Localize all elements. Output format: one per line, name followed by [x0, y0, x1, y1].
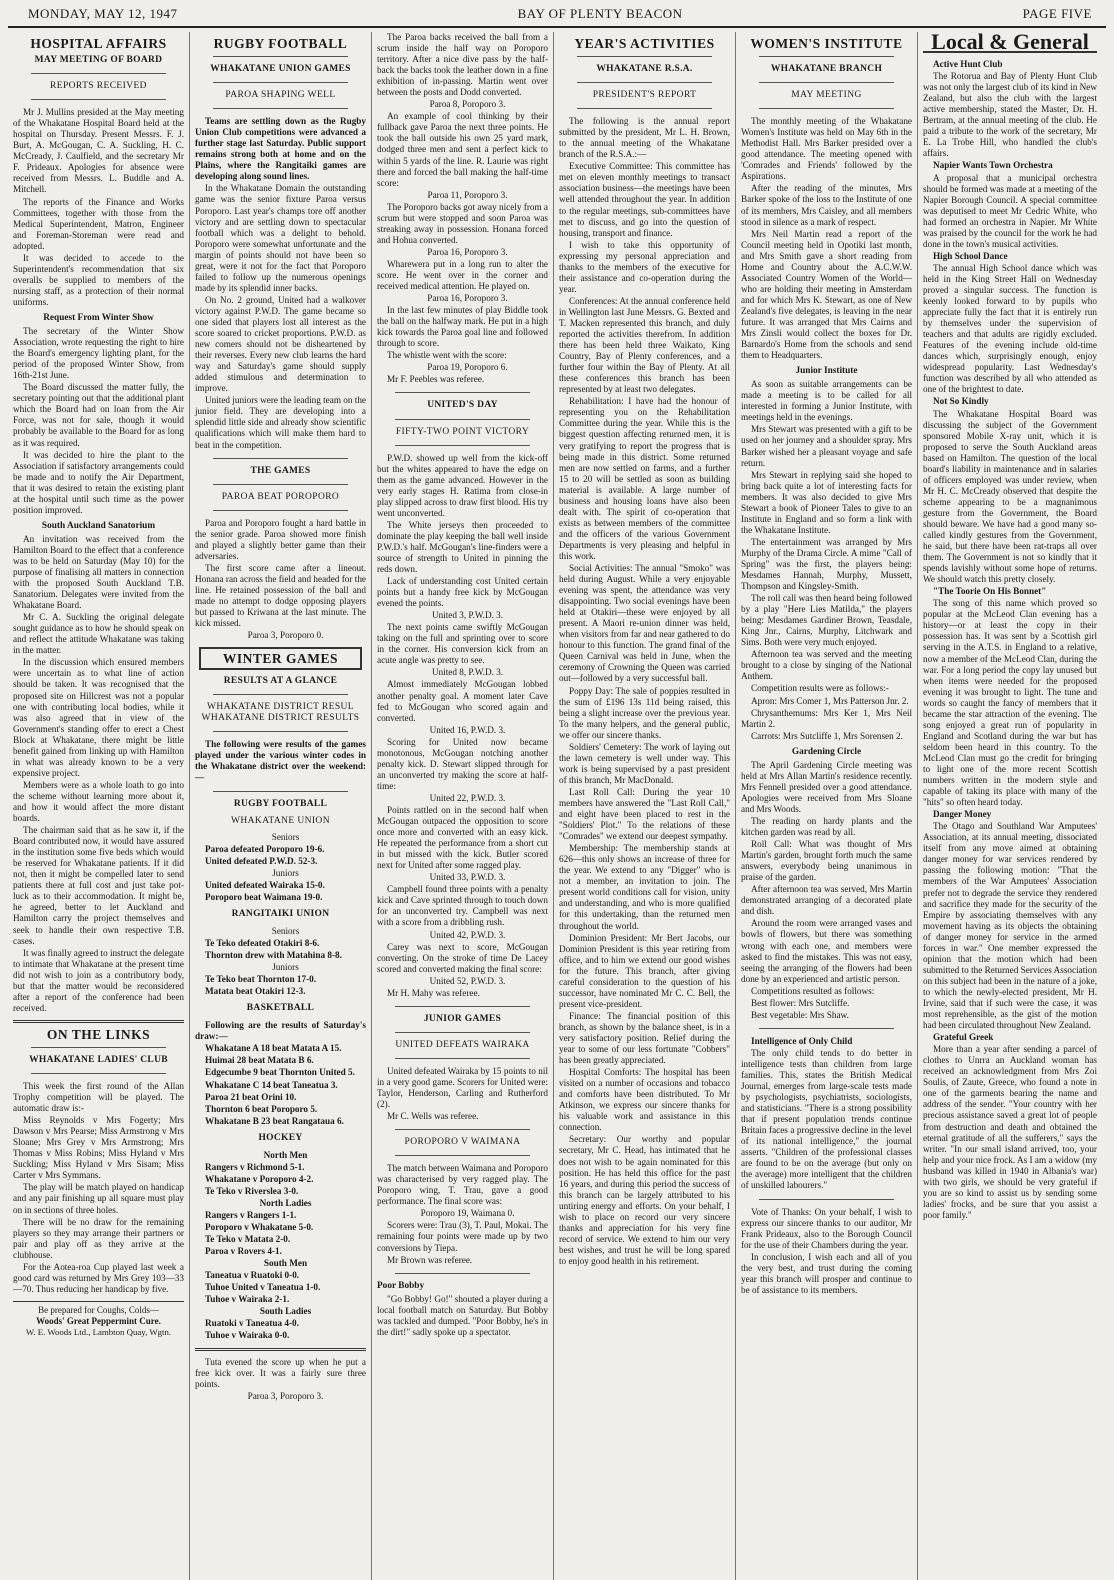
paragraph: Hospital Comforts: The hospital has been visited on a number of occasions and tobacco and comforts have been distributed. To Mr Atkinson, we express our sincere thanks for his valuable work and assistance in this connection.	[559, 1067, 730, 1133]
subheadline: UNITED'S DAY	[427, 400, 498, 411]
result-line: Paroa 21 beat Orini 10.	[205, 1091, 297, 1102]
paragraph: After the reading of the minutes, Mrs Barker spoke of the loss to the Institute of one of its members, Mrs Caisley, and all members stood in silence as a mark of respect.	[741, 183, 912, 227]
paragraph: Competitions resulted as follows:	[751, 985, 875, 996]
subheadline: WHAKATANE UNION GAMES	[210, 64, 351, 75]
subheadline: PAROA SHAPING WELL	[225, 90, 336, 101]
grade-label: South Ladies	[259, 1306, 312, 1317]
paragraph: In the Whakatane Domain the outstanding game was the senior fixture Paroa versus Poroporo. Last year's champs tore off another victory and are settling down to spectacular football which was a delight to behold. Poroporo were somewhat unfortunate and the margin of points should not have been so great, were it not for the fact that Poroporo failed to follow up the numerous openings made by its splendid inner backs.	[195, 183, 366, 293]
divider	[577, 108, 712, 109]
paragraph: Around the room were arranged vases and bowls of flowers, but there was something wrong with each one, and members were asked to find the mistakes. This was not easy, seeing the arranging of the flowers had been done by an experienced and artistic person.	[741, 918, 912, 984]
divider	[31, 1073, 166, 1074]
divider	[395, 1155, 530, 1156]
paragraph: This week the first round of the Allan Trophy competition will be played. The automatic draw is:-	[13, 1080, 184, 1114]
paragraph: Almost immediately McGougan lobbed another penalty goal. A moment later Cave fed to McGougan who scored again and converted.	[377, 679, 548, 723]
paragraph: Vote of Thanks: On your behalf, I wish to express our sincere thanks to our auditor, Mr Frank Prideaux, also to the Borough Council for the use of their Chambers during the year.	[741, 1206, 912, 1250]
result-line: Poroporo beat Waimana 19-0.	[205, 891, 323, 902]
divider	[213, 694, 348, 695]
boxed-headline	[199, 647, 362, 670]
divider	[213, 82, 348, 83]
paragraph: Last Roll Call: During the year 10 members have answered the "Last Roll Call," and eight have been placed to rest in the "Soldiers' Plot." To the relations of these "Comrades" we extend our deepest sympathy.	[559, 786, 730, 842]
score-line: United 33, P.W.D. 3.	[429, 872, 506, 883]
section-head: Intelligence of Only Child	[751, 1035, 853, 1046]
score-line: Poroporo 19, Waimana 0.	[420, 1208, 515, 1219]
result-line: Whakatane v Poroporo 4-2.	[205, 1173, 314, 1184]
grade-label: North Ladies	[259, 1197, 312, 1208]
paragraph: Paroa and Poroporo fought a hard battle in the senior grade. Paroa showed more finish and played a slightly better game than their adversaries.	[195, 517, 366, 561]
paragraph: The White jerseys then proceeded to dominate the play keeping the ball well inside P.W.D.'s half. McGougan's line-finders were a source of strength to United in pinning the reds down.	[377, 519, 548, 575]
result-line: Rangers v Rangers 1-1.	[205, 1209, 297, 1220]
paragraph: The song of this name which proved so popular at the McLeod Clan evening has a history—or at least the copy in their possession has. It was sent by a Scottish girl serving in the A.T.S. in England to a relative, now a member of the McLeod Clan, during the war. For a long period the copy lay unused but when items were needed for the proposed evening it was brought to light. The tune and words so caught the fancy of members that it became the star attraction of the evening. The song enjoyed a great run of popularity in England and Scotland during the war but has seldom been heard in this country. To the McLeod Clan must go the credit for bringing to light one of the more recent Scottish numbers written in the modern style and capable of taking its place with many of the "hits" so often heard today.	[923, 598, 1097, 808]
grade-label: Juniors	[272, 867, 299, 878]
divider	[759, 1199, 894, 1200]
paragraph: Soldiers' Cemetery: The work of laying out the lawn cemetery is well under way. This work is being supervised by a past president of this branch, Mr MacDonald.	[559, 741, 730, 785]
paragraph: The only child tends to do better in intelligence tests than children from large families. This, states the British Medical Journal, emerges from large-scale tests made by psychologists, psychiatrists, sociologists, and statisticians. "There is a strong possibility that if present population trends continue Britain faces a progressive decline in the level of its national intelligence," the journal asserts. "Children of the professional classes are found to be on the average (but only on the average) more intelligent that the children of unskilled labourers."	[741, 1047, 912, 1191]
result-line: Paroa defeated Poroporo 19-6.	[205, 843, 325, 854]
paragraph: The first score came after a lineout. Honana ran across the field and headed for the line. He retained possession of the ball and made no attempt to dodge opposing players but passed to Kriwana at the last minute. The kick missed.	[195, 562, 366, 629]
column-rugby-continued	[372, 32, 554, 1580]
paragraph: Lack of understanding cost United certain points but a handy free kick by McGougan evened the points.	[377, 576, 548, 609]
paragraph: Mr J. Mullins presided at the May meeting of the Whakatane Hospital Board held at the hospital on Thursday. Present Messrs. F. J. Burt, A. McGougan, C. A. Suckling, H. C. McCready, J. Caulfield, and the secretary Mr F. Prideaux. Apologies for absence were received from Messrs. L. Buddle and A. Mitchell.	[13, 107, 184, 195]
result-line: Whakatane B 23 beat Rangataua 6.	[205, 1115, 344, 1126]
ad-line: W. E. Woods Ltd., Lambton Quay, Wgtn.	[25, 1326, 172, 1337]
subheadline: FIFTY-TWO POINT VICTORY	[395, 426, 530, 437]
paragraph: The Otago and Southland War Amputees' Association, at its annual meeting, dissociated itself from any move aimed at obtaining danger money for war services rendered by passing the following motion: "That the members of the War Amputees' Association prefer not to degrade the service they rendered and sacrifice they made for the security of the Empire by associating themselves with any movement having as its objects the obtaining of danger money for service in the armed forces in war." One member expressed the opinion that the motion which had been submitted to the Returned Services Association on this subject had been in the nature of a joke, to which the newly-elected president, Mr H. Irvine, said that if such were the case, it was most reprehensible, as the gist of the motion had been circulated throughout New Zealand.	[923, 821, 1097, 1031]
divider	[213, 731, 348, 732]
paragraph: As soon as suitable arrangements can be made a meeting is to be called for all interested in forming a Junior Institute, with meetings held in the evenings.	[741, 379, 912, 423]
divider	[31, 99, 166, 100]
divider	[213, 484, 348, 485]
subheadline: THE GAMES	[250, 465, 311, 476]
section-head: "The Toorie On His Bonnet"	[933, 586, 1047, 597]
result-line: Ruatoki v Taneatua 4-0.	[205, 1318, 299, 1329]
ad-line: Be prepared for Coughs, Colds—	[38, 1304, 159, 1315]
score-line: United 22, P.W.D. 3.	[429, 792, 506, 803]
divider	[31, 1047, 166, 1048]
paragraph: The reports of the Finance and Works Committees, together with those from the Medical Superintendent, Matron, Engineer and Foreman-Storeman were read and adopted.	[13, 196, 184, 251]
result-line: Whakatane C 14 beat Taneatua 3.	[205, 1079, 338, 1090]
paragraph: Afternoon tea was served and the meeting brought to a close by singing of the National Anthem.	[741, 649, 912, 682]
paragraph: Roll Call: What was thought of Mrs Martin's garden, brought forth much the same answers, everybody being unanimous in praise of the garden.	[741, 839, 912, 883]
score-line: United 16, P.W.D. 3.	[429, 724, 506, 735]
result-line: Te Teko beat Thornton 17-0.	[205, 974, 317, 985]
divider	[213, 56, 348, 57]
subheadline: WHAKATANE DISTRICT RESUL WHAKATANE DISTRICT RESULTS	[201, 702, 360, 724]
paragraph: The monthly meeting of the Whakatane Women's Institute was held on May 6th in the Methodist Hall. Mrs Barker presided over a good attendance. The meeting opened with 'Comrades and Friends' followed by the Aspirations.	[741, 116, 912, 182]
masthead	[8, 6, 1106, 28]
paragraph: The whistle went with the score:	[387, 350, 507, 361]
grade-label: North Men	[263, 1149, 308, 1160]
result-line: Paroa v Rovers 4-1.	[205, 1246, 282, 1257]
paragraph: "Go Bobby! Go!" shouted a player during a local football match on Saturday. But Bobby was tackled and dumped. "Poor Bobby, he's in the dirt!" sadly spoke up a spectator.	[377, 1293, 548, 1337]
paragraph: The secretary of the Winter Show Association, wrote requesting the right to hire the Board's emergency lighting plant, for the period of the proposed Winter Show, from 16th-21st June.	[13, 326, 184, 381]
paragraph: Mr C. A. Suckling the original delegate sought guidance as to how he should speak on and reflect the attitude Whakatane was taking in the matter.	[13, 612, 184, 656]
paragraph: I wish to take this opportunity of expressing my personal appreciation and thanks to the members of the executive for their assistance and co-operation during the year.	[559, 239, 730, 294]
paragraph: For the Aotea-roa Cup played last week a good card was returned by Mrs Grey 103—33—70. Thus reducing her handicap by five.	[13, 1261, 184, 1294]
grade-label: Seniors	[271, 831, 300, 842]
paragraph: Points rattled on in the second half when McGougan outpaced the opposition to score once more and converted with an easy kick. He repeated the performance from a short cut in but missed with the kick. Butler scored next for United after some ragged play.	[377, 805, 548, 871]
paragraph: P.W.D. showed up well from the kick-off but the whites appeared to have the edge on them as the game advanced. However in the very early stages H. Ratima from close-in play slipped across to draw first blood. His try went unconverted.	[377, 452, 548, 518]
section-head: RANGITAIKI UNION	[231, 908, 330, 919]
divider	[395, 1032, 530, 1033]
paragraph: Chrysanthemums: Mrs Ker 1, Mrs Neil Martin 2.	[741, 707, 912, 729]
column-rugby-football	[190, 32, 372, 1580]
paragraph: Mrs Neil Martin read a report of the Council meeting held in Opotiki last month, and Mrs Smith gave a short reading from Home and Country about the A.C.W.W. Associated Country Women of the World—who are holding their meeting in Amsterdam and for which Mrs K. Stewart, as one of New Zealand's five delegates, is leaving in the near future. It was arranged that Mrs Cairns and Mrs Zinsli would collect the boxes for Dr. Barnardo's Home from the schools and send them to Headquarters.	[741, 228, 912, 361]
result-line: Tuhoe United v Taneatua 1-0.	[205, 1282, 321, 1293]
paragraph: Campbell found three points with a penalty kick and Cave sprinted through to touch down for an unconverted try. Campbell was next with a score from a dribbling rush.	[377, 884, 548, 928]
divider	[213, 458, 348, 459]
paragraph: The Paroa backs received the ball from a scrum inside the half way on Poroporo territory. After a nice dive pass by the half-back the backs took the leather down in a fine exhibition of in-passing. Martin went over between the posts and Dodd converted.	[377, 32, 548, 98]
divider	[395, 419, 530, 420]
paragraph: The chairman said that as he saw it, if the Board contributed now, it would have assured in the institution some five beds which would be reserved for Whakatane patients. If it did not, then it might be compelled later to send patients there at full cost and just take pot-luck as to their accommodation. It might be, he agreed, better to let Auckland and Hamilton carry the project themselves and seek to handle their own respective T.B. cases.	[13, 825, 184, 946]
result-line: Tuhoe v Wairaka 2-1.	[205, 1294, 290, 1305]
subheadline: RESULTS AT A GLANCE	[223, 676, 338, 687]
divider	[395, 1129, 530, 1130]
headline: YEAR'S ACTIVITIES	[574, 36, 715, 51]
score-line: Paroa 3, Poroporo 0.	[247, 630, 324, 641]
result-line: United defeated P.W.D. 52-3.	[205, 855, 318, 866]
divider	[759, 108, 894, 109]
score-line: Paroa 8, Poroporo 3.	[429, 99, 506, 110]
paragraph: An invitation was received from the Hamilton Board to the effect that a conference was to be held on Saturday (May 10) for the purpose of finalising all matters in connection with the proposed South Auckland T.B. Sanatorium. Delegates were invited from the Whakatane Board.	[13, 533, 184, 611]
masthead-page: PAGE FIVE	[1022, 6, 1092, 21]
divider	[395, 445, 530, 446]
divider	[759, 1028, 894, 1029]
section-head: Active Hunt Club	[933, 59, 1003, 70]
headline: ON THE LINKS	[46, 1026, 151, 1042]
result-line: Taneatua v Ruatoki 0-0.	[205, 1270, 300, 1281]
score-line: United 8, P.W.D. 3.	[431, 667, 504, 678]
paragraph: It was decided to hire the plant to the Association if satisfactory arrangements could be made and to notify the Air Department, that it was desired to retain the existing plant at the hospital until such time as the power position improved.	[13, 449, 184, 515]
paragraph: Wharewera put in a long run to alter the score. He went over in the corner and received medical attention. He played on.	[377, 258, 548, 292]
section-head: Junior Institute	[795, 366, 858, 377]
paragraph: The reading on hardy plants and the kitchen garden was read by all.	[741, 816, 912, 838]
column-womens-institute	[736, 32, 918, 1580]
score-line: United 52, P.W.D. 3.	[429, 975, 506, 986]
paragraph: The match between Waimana and Poroporo was characterised by very ragged play. The Poroporo wing, T. Trau, gave a good performance. The final score was:	[377, 1163, 548, 1207]
divider	[213, 108, 348, 109]
score-line: Paroa 19, Poroporo 6.	[427, 362, 508, 373]
section-head: HOCKEY	[258, 1132, 303, 1143]
subheadline: MAY MEETING	[791, 90, 862, 101]
paragraph: It was decided to accede to the Superintendent's recommendation that six overalls be supplied to members of the nursing staff, as a protection of their normal uniforms.	[13, 252, 184, 307]
score-line: United 42, P.W.D. 3.	[429, 929, 506, 940]
divider	[577, 56, 712, 57]
column-local-general	[918, 32, 1102, 1580]
paragraph: Mr H. Mahy was referee.	[387, 987, 480, 998]
paragraph: The following is the annual report submitted by the president, Mr L. H. Brown, to the annual meeting of the Whakatane branch of the R.S.A.:—	[559, 116, 730, 160]
section-head: Danger Money	[933, 809, 992, 820]
paragraph: There will be no draw for the remaining players so they may arrange their partners or pair and play off as they arrive at the clubhouse.	[13, 1216, 184, 1260]
paragraph: The Board discussed the matter fully, the secretary pointing out that the additional plant which the Board had on loan from the Air Force, was not for sale, though it would probably be available to the Board for as long as it was required.	[13, 382, 184, 448]
score-line: Paroa 11, Poroporo 3.	[427, 189, 508, 200]
result-line: Thornton 6 beat Poroporo 5.	[205, 1103, 318, 1114]
paragraph: The roll call was then heard being followed by a play "Here Lies Matilda," the players being: Mesdames Gardiner Brown, Teasdale, King Jnr., Cairns, Murphy, Litchwark and Sims. Both were very much enjoyed.	[741, 593, 912, 648]
column-hospital-affairs	[8, 32, 190, 1580]
paragraph: On No. 2 ground, United had a walkover victory against P.W.D. The game became so one sided that players lost all interest as the score soared to cricket proportions. P.W.D. as new comers should not be disheartened by their reverses. Every new club learns the hard way and Saturday's game should supply added stimulous and determination to improve.	[195, 294, 366, 394]
paragraph: The Poroporo backs got away nicely from a scrum but were stopped and soon Paroa was streaking away in possession. Honana forced and Hohua converted.	[377, 201, 548, 245]
divider	[213, 791, 348, 792]
paragraph: United defeated Wairaka by 15 points to nil in a very good game. Scorers for United were: Taylor, Henderson, Carling and Rutherford (2).	[377, 1065, 548, 1110]
paragraph: Members were as a whole loath to go into the scheme without learning more about it, and how it would affect the more distant boards.	[13, 779, 184, 824]
divider	[31, 73, 166, 74]
section-head: Grateful Greek	[933, 1032, 994, 1043]
paragraph: Carrots: Mrs Sutcliffe 1, Mrs Sorensen 2.	[751, 730, 903, 741]
masthead-paper: BAY OF PLENTY BEACON	[517, 6, 683, 21]
subheadline: WHAKATANE BRANCH	[770, 64, 883, 75]
result-line: Rangers v Richmond 5-1.	[205, 1161, 305, 1172]
grade-label: South Men	[263, 1258, 308, 1269]
divider	[577, 82, 712, 83]
paragraph: Apron: Mrs Comer 1, Mrs Patterson Jnr. 2.	[751, 695, 909, 706]
paragraph: Mr F. Peebles was referee.	[387, 374, 485, 385]
section-head: BASKETBALL	[246, 1003, 315, 1014]
paragraph: The April Gardening Circle meeting was held at Mrs Allan Martin's residence recently. Mrs Fennell presided over a good attendance. Apologies were received from Mrs Sloane and Mrs Woods.	[741, 759, 912, 814]
headline: HOSPITAL AFFAIRS	[30, 36, 167, 51]
paragraph: It was finally agreed to instruct the delegate to intimate that Whakatane at the present time did not wish to join as a contributory body, but that the matter would be reconsidered after a report of the conference had been received.	[13, 947, 184, 1013]
subheadline: WHAKATANE R.S.A.	[596, 64, 693, 75]
divider	[213, 510, 348, 511]
paragraph: Carey was next to score, McGougan converting. On the stroke of time De Lacey scored and converted making the final score:	[377, 941, 548, 974]
paragraph: Teams are settling down as the Rugby Union Club competitions were advanced a further stage last Saturday. Public support remains strong both at home and on the Plains, where the Rangitaiki games are developing along sound lines.	[195, 116, 366, 182]
paragraph: Mr Brown was referee.	[387, 1254, 473, 1265]
divider	[759, 56, 894, 57]
paragraph: Scoring for United now became monotonous, McGougan notching another penalty kick. D. Stewart slipped through for an unconverted try making the score at half-time:	[377, 736, 548, 791]
paragraph: Executive Committee: This committee has met on eleven monthly meetings to transact association business—the meetings have been well attended throughout the year. In addition to the regular meetings, sub-committees have met to discuss, and go into the question of housing, transport and finance.	[559, 161, 730, 238]
score-line: Paroa 3, Poroporo 3.	[247, 1390, 324, 1401]
paragraph: An example of cool thinking by their fullback gave Paroa the next three points. He took the ball outside his own 25 yard mark, dodged three men and sent a perfect kick to within 5 yards of the line. R. Laurie was right there and forced the ball making the half-time score:	[377, 111, 548, 188]
paragraph: Membership: The membership stands at 626—this only shows an increase of three for the year. We extend to any "Digger" who is not a member, an invitation to join. The present world conditions call for vision, unity and understanding, and who is more qualified for this undertaking, than the returned men throughout the world.	[559, 843, 730, 931]
subheadline: WHAKATANE LADIES' CLUB	[29, 1054, 168, 1065]
paragraph: Mrs Stewart in replying said she hoped to bring back quite a lot of interesting facts for members. It was also decided to give Mrs Stewart a book of Pioneer Tales to give to an Institute in England and so form a link with the Whakatane Institute.	[741, 469, 912, 535]
paragraph: The annual High School dance which was held in the King Street Hall on Wednesday proved a singular success. The function is keenly looked forward to by pupils who appreciate fully the fact that it is entirely run by themselves under the supervision of teachers and that adults are rigidly excluded. Features of the evening include old-time dances which, surprisingly enough, enjoy widespread popularity. Last Wednesday's function was described by all who attended as one of the brightest to date.	[923, 262, 1097, 395]
paragraph: Best vegetable: Mrs Shaw.	[751, 1009, 849, 1020]
paragraph: The next points came swiftly McGougan taking on the full and sprinting over to score in the corner. His conversion kick from an acute angle was pretty to see.	[377, 622, 548, 666]
subheadline: PAROA BEAT POROPORO	[221, 491, 340, 502]
section-head: High School Dance	[933, 250, 1008, 261]
result-line: United defeated Wairaka 15-0.	[205, 879, 325, 890]
score-line: Paroa 16, Poroporo 3.	[427, 293, 508, 304]
paragraph: Mrs Stewart was presented with a gift to be used on her journey and a shoulder spray. Mrs Barker wished her a pleasant voyage and safe return.	[741, 424, 912, 468]
subheadline: REPORTS RECEIVED	[50, 81, 147, 92]
result-line: Huimai 28 beat Matata B 6.	[205, 1055, 314, 1066]
result-line: Te Teko v Matata 2-0.	[205, 1234, 291, 1245]
divider	[395, 1273, 530, 1274]
score-line: United 3, P.W.D. 3.	[431, 610, 504, 621]
headline: Local & General	[923, 36, 1097, 53]
result-line: Edgecumbe 9 beat Thornton United 5.	[205, 1067, 355, 1078]
section-head: WHAKATANE UNION	[231, 815, 330, 826]
section-head: South Auckland Sanatorium	[41, 520, 156, 531]
result-line: Poroporo v Whakatane 5-0.	[205, 1222, 314, 1233]
result-line: Tuhoe v Wairaka 0-0.	[205, 1330, 290, 1341]
subheadline: JUNIOR GAMES	[423, 1013, 502, 1024]
result-line: Te Teko defeated Otakiri 8-6.	[205, 938, 320, 948]
divider	[195, 1348, 366, 1351]
paragraph: The Whakatane Hospital Board was discussing the subject of the Government sponsored Mobile X-ray unit, which it is proposed to serve the South Auckland areas based on Hamilton. The question of the local board's liability in maintenance and in salaries of officers employed was under review, when Mr H. C. McCready observed that despite the scheme appearing to be a magnanimous gesture from the Government, the Board should beware. We have had a good many so-called kindly gestures from the Government, he said, but there have been rat-traps all over them. The Government is not so kindly that it spends lavishly without some hope of returns. We should watch this pretty closely.	[923, 408, 1097, 585]
grade-label: Seniors	[271, 925, 300, 936]
section-head: Poor Bobby	[377, 1280, 425, 1291]
paragraph: Best flower: Mrs Sutcliffe.	[751, 997, 850, 1008]
paragraph: Rehabilitation: I have had the honour of representing you on the Rehabilitation Committee during the year. While this is the biggest question affecting returned men, it is very gratifying to report the progress that is being made in this district. Some returned men are now settled on farms, and a further 15 to 20 will be settled as soon as building material is available. A large number of business and housing loans have also been dealt with. The spirit of co-operation that exists as between members of the committee and the officers of the various Government Departments is very pleasing and helpful in this work.	[559, 396, 730, 561]
result-line: Thornton drew with Matahina 8-8.	[205, 950, 342, 961]
headline: WOMEN'S INSTITUTE	[750, 36, 903, 51]
paragraph: The play will be match played on handicap and any pair finishing up all square must play on in sections of three holes.	[13, 1182, 184, 1215]
paragraph: Poppy Day: The sale of poppies resulted in the sum of £196 13s 11d being raised, this being a slight increase over the previous year. To the many helpers, and the general public, we offer our sincere thanks.	[559, 685, 730, 740]
divider	[13, 1020, 184, 1023]
paragraph: The following were results of the games played under the various winter codes in the Whakatane district over the weekend:—	[195, 739, 366, 783]
result-line: Whakatane A 18 beat Matata A 15.	[205, 1043, 342, 1054]
paragraph: Mr C. Wells was referee.	[387, 1111, 479, 1122]
advertisement	[13, 1301, 184, 1338]
paragraph: Competition results were as follows:-	[751, 683, 889, 694]
paragraph: The Rotorua and Bay of Plenty Hunt Club was not only the largest club of its kind in New Zealand, but also the club with the largest active membership, stated the Master, Dr. H. Bertram, at the annual meeting of the club. He paid a tribute to the work of the secretary, Mr E. La Trobe Hill, who handled the club's affairs.	[923, 71, 1097, 159]
divider	[395, 392, 530, 393]
column-rsa-report	[554, 32, 736, 1580]
section-head: Gardening Circle	[791, 746, 862, 757]
section-head: Request From Winter Show	[43, 312, 154, 323]
divider	[395, 1006, 530, 1007]
ad-line: Woods' Great Peppermint Cure.	[36, 1315, 161, 1326]
subheadline: POROPORO V WAIMANA	[404, 1137, 521, 1148]
paragraph: Dominion President: Mr Bert Jacobs, our Dominion President is this year retiring from office, and to him we extend our good wishes for the future. This branch, after giving careful consideration to the question of his successor, have nominated Mr C. C. Bell, the present vice-president.	[559, 932, 730, 1009]
result-line: Te Teko v Riverslea 3-0.	[205, 1185, 299, 1196]
masthead-date: MONDAY, MAY 12, 1947	[28, 6, 178, 21]
section-head: Not So Kindly	[933, 396, 989, 407]
paragraph: After afternoon tea was served, Mrs Martin demonstrated arranging of a decorated plate and dish.	[741, 884, 912, 917]
headline: WINTER GAMES	[222, 651, 339, 667]
paragraph: A proposal that a municipal orchestra should be formed was made at a meeting of the Napier Borough Council. A special committee was deputised to meet Mr Cedric White, who had formed an orchestra in Napier. Mr White was praised by the council for the work he had done in the town's musical activities.	[923, 172, 1097, 249]
paragraph: Following are the results of Saturday's draw:—	[195, 1020, 366, 1042]
section-head: Napier Wants Town Orchestra	[933, 160, 1053, 171]
divider	[759, 82, 894, 83]
paragraph: Scorers were: Trau (3), T. Paul, Mokai. The remaining four points were made up by two conversions by Tiepa.	[377, 1220, 548, 1253]
paragraph: Tuta evened the score up when he put a free kick over. It was a fairly sure three points.	[195, 1356, 366, 1389]
result-line: Matata beat Otakiri 12-3.	[205, 986, 306, 997]
paragraph: In conclusion, I wish each and all of you the very best, and trust during the coming year this branch will prosper and continue to be of assistance to its members.	[741, 1251, 912, 1295]
paragraph: Conferences: At the annual conference held in Wellington last June Messrs. G. Bexted and T. Macken represented this branch, and duly reported the activities therefrom. In addition there has been held three Waikato, King Country, Bay of Plenty conferences, and a further four within the Bay of Plenty. At all these conferences this branch has been represented by at least two delegates.	[559, 295, 730, 395]
paragraph: In the last few minutes of play Biddle took the ball on the halfway mark. He put in a high kick towards the Paroa goal line and followed through to score.	[377, 305, 548, 349]
paragraph: In the discussion which ensured members were uncertain as to what line of action should be taken. It was recognised that the proposed site on Hillcrest was not a popular one with contributing local bodies, while it was also agreed that in view of the Government's standing offer to erect a Chest Block at Whakatane, there might be little benefit gained from linking up with Hamilton in what was already known to be a very expensive project.	[13, 657, 184, 778]
paragraph: Miss Reynolds v Mrs Fogerty; Mrs Dawson v Mrs Pearse; Miss Armstrong v Mrs Sloane; Mrs Grey v Mrs Armstrong; Mrs Thomas v Miss Robins; Miss Hyland v Mrs Suckling; Miss Hyland v Mrs Sisam; Miss Carter v Mrs Symmans.	[13, 1115, 184, 1181]
divider	[395, 1058, 530, 1059]
paragraph: United juniors were the leading team on the junior field. They are developing into a splendid little side and already show scientific qualifications which will make them hard to beat in the competition.	[195, 395, 366, 450]
paragraph: The entertainment was arranged by Mrs Murphy of the Drama Circle. A mime "Call of Spring" was the first, the players being: Mesdames Hannah, Murphy, Mussett, Thompson and Kingsley-Smith.	[741, 536, 912, 592]
score-line: Paroa 16, Poroporo 3.	[427, 246, 508, 257]
subheadline: MAY MEETING OF BOARD	[34, 55, 163, 66]
paragraph: Social Activities: The annual "Smoko" was held during August. While a very enjoyable evening was spent, the attendance was very disappointing. Two social evenings have been held at Otakiri—these were enjoyed by all present. A Maori re-union dinner was held, when visitors from far and near gathered to do honour to this function. The grand final of the Queen Carnival was held in June, when the ceremony of Crowning the Queen was carried out—followed by a very successful ball.	[559, 563, 730, 684]
headline: RUGBY FOOTBALL	[213, 36, 348, 51]
subheadline: UNITED DEFEATS WAIRAKA	[395, 1039, 530, 1050]
paragraph: Finance: The financial position of this branch, as shown by the balance sheet, is in a very satisfactory position. Relief during the year to some of our less fortunate "Cobbers" has been greatly appreciated.	[559, 1010, 730, 1066]
paragraph: Secretary: Our worthy and popular secretary, Mr C. Head, has intimated that he does not wish to be again nominated for this position. He has held this office for the past 16 years, and during this period the success of this branch can be largely attributed to his untiring energy and efforts. On your behalf, I wish to place on record our very sincere thanks and appreciation for his very fine record of service. We extend to him our very best wishes, and trust he will be long spared to enjoy good health in his retirement.	[559, 1134, 730, 1266]
subheadline: PRESIDENT'S REPORT	[592, 90, 697, 101]
section-head: RUGBY FOOTBALL	[233, 798, 328, 809]
paragraph: More than a year after sending a parcel of clothes to Unrra an Auckland woman has received an acknowledgment from Mrs Zoi Soulis, of Zaute, Greece, who found a note in one of the garments bearing the name and address of the sender. "Your country with her precious assistance saved a great lot of people from destruction and death and obtained the eternal gratitude of all the sufferers," says the writer. "In our small island arrived, too, your help and your nice frock. As I am a widow (my husband was killed in 1940 in Albania's war) with two girls, we should be very grateful if you are so kind to assist us by sending some ladies' frocks, and be sure that you assist a poor family."	[923, 1044, 1097, 1220]
grade-label: Juniors	[272, 962, 299, 973]
